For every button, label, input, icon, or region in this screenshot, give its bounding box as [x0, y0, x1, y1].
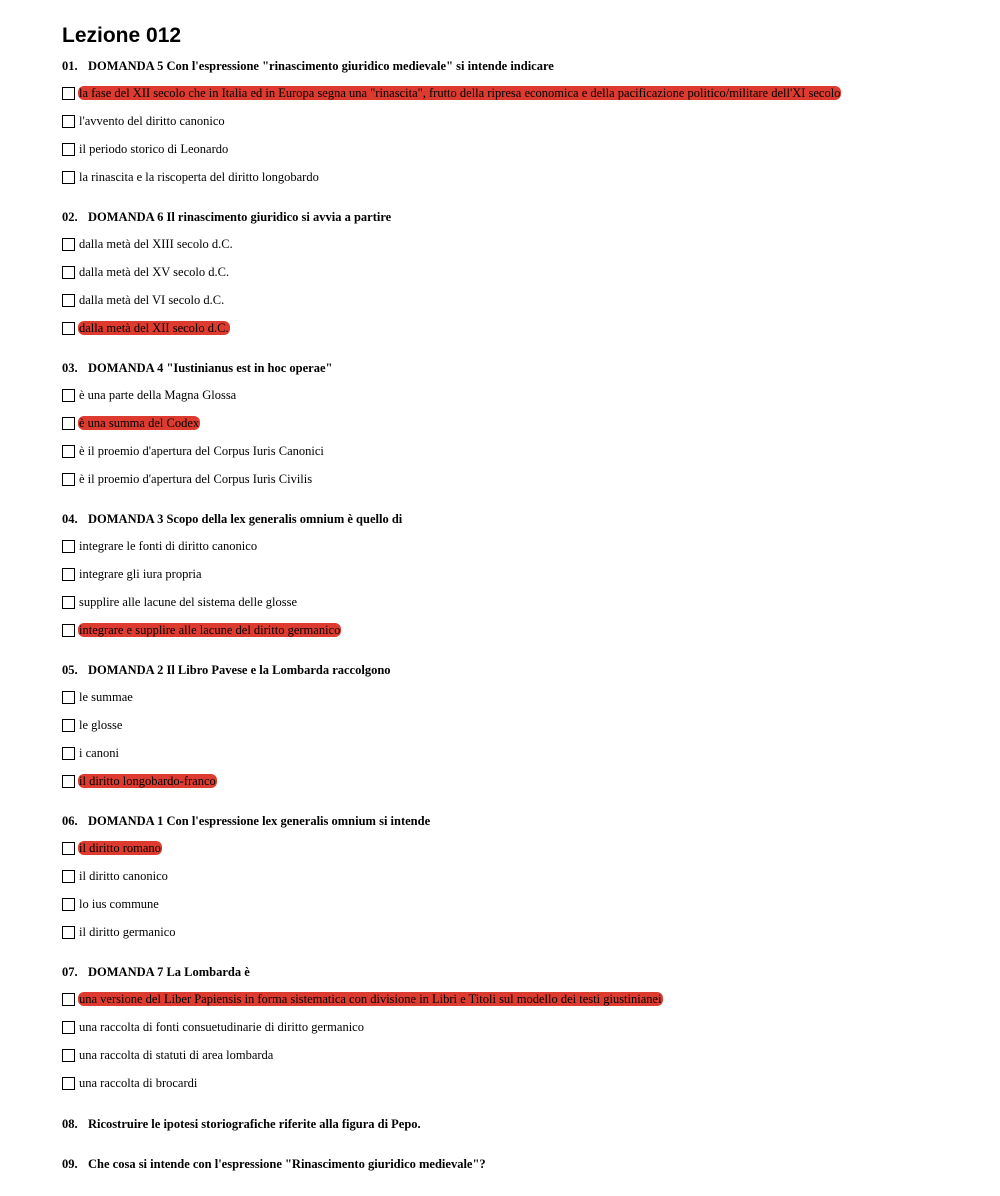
- question-heading: [62, 1157, 486, 1172]
- answer-option-text: il diritto longobardo-franco: [79, 774, 216, 788]
- answer-option-selected[interactable]: [62, 320, 230, 336]
- question-number: 02.: [62, 210, 78, 224]
- question-heading: [62, 965, 250, 980]
- question-text: DOMANDA 4 "Iustinianus est in hoc operae": [88, 361, 333, 375]
- checkbox[interactable]: [62, 747, 75, 760]
- question-number: 09.: [62, 1157, 78, 1171]
- question-text: Che cosa si intende con l'espressione "Rinascimento giuridico medievale"?: [88, 1157, 486, 1171]
- checkbox[interactable]: [62, 993, 75, 1006]
- checkbox[interactable]: [62, 1077, 75, 1090]
- answer-option[interactable]: [62, 1075, 198, 1091]
- checkbox[interactable]: [62, 568, 75, 581]
- question-number: 03.: [62, 361, 78, 375]
- answer-option-text: dalla metà del XII secolo d.C.: [79, 321, 229, 335]
- answer-option-text: è una summa del Codex: [79, 416, 200, 430]
- question-number: 01.: [62, 59, 78, 73]
- answer-option[interactable]: [62, 745, 120, 761]
- checkbox[interactable]: [62, 719, 75, 732]
- answer-option-text: l'avvento del diritto canonico: [79, 114, 225, 128]
- question-text: Ricostruire le ipotesi storiografiche riferite alla figura di Pepo.: [88, 1117, 421, 1131]
- answer-option[interactable]: [62, 292, 225, 308]
- checkbox[interactable]: [62, 775, 75, 788]
- question-number: 05.: [62, 663, 78, 677]
- answer-option-text: una versione del Liber Papiensis in forma sistematica con divisione in Libri e Titoli sul modello dei testi giustinianei: [79, 992, 662, 1006]
- answer-option-text: una raccolta di statuti di area lombarda: [79, 1048, 274, 1062]
- answer-option[interactable]: [62, 471, 313, 487]
- answer-option-text: dalla metà del XV secolo d.C.: [79, 265, 230, 279]
- answer-option-selected[interactable]: [62, 991, 663, 1007]
- question-text: DOMANDA 2 Il Libro Pavese e la Lombarda raccolgono: [88, 663, 391, 677]
- question-heading: [62, 59, 554, 74]
- checkbox[interactable]: [62, 143, 75, 156]
- checkbox[interactable]: [62, 540, 75, 553]
- answer-option-text: una raccolta di fonti consuetudinarie di diritto germanico: [79, 1020, 364, 1034]
- answer-option-text: il diritto romano: [79, 841, 161, 855]
- answer-option[interactable]: [62, 896, 160, 912]
- question-heading: [62, 663, 391, 678]
- answer-option[interactable]: [62, 1047, 274, 1063]
- question-text: DOMANDA 6 Il rinascimento giuridico si avvia a partire: [88, 210, 392, 224]
- answer-option[interactable]: [62, 236, 234, 252]
- question-number: 04.: [62, 512, 78, 526]
- checkbox[interactable]: [62, 238, 75, 251]
- checkbox[interactable]: [62, 266, 75, 279]
- answer-option[interactable]: [62, 264, 230, 280]
- answer-option-text: integrare gli iura propria: [79, 567, 202, 581]
- answer-option-text: è una parte della Magna Glossa: [79, 388, 237, 402]
- answer-option[interactable]: [62, 868, 169, 884]
- answer-option-text: supplire alle lacune del sistema delle glosse: [79, 595, 297, 609]
- answer-option-text: lo ius commune: [79, 897, 159, 911]
- answer-option-selected[interactable]: [62, 622, 341, 638]
- question-heading: [62, 361, 332, 376]
- answer-option[interactable]: [62, 113, 226, 129]
- question-heading: [62, 512, 402, 527]
- checkbox[interactable]: [62, 294, 75, 307]
- checkbox[interactable]: [62, 898, 75, 911]
- checkbox[interactable]: [62, 171, 75, 184]
- question-text: DOMANDA 3 Scopo della lex generalis omnium è quello di: [88, 512, 403, 526]
- question-number: 06.: [62, 814, 78, 828]
- answer-option-selected[interactable]: [62, 415, 200, 431]
- answer-option-text: le summae: [79, 690, 133, 704]
- question-number: 07.: [62, 965, 78, 979]
- answer-option-text: integrare le fonti di diritto canonico: [79, 539, 258, 553]
- checkbox[interactable]: [62, 115, 75, 128]
- answer-option-text: integrare e supplire alle lacune del diritto germanico: [79, 623, 341, 637]
- checkbox[interactable]: [62, 87, 75, 100]
- answer-option[interactable]: [62, 387, 237, 403]
- answer-option-text: la rinascita e la riscoperta del diritto longobardo: [79, 170, 319, 184]
- answer-option-selected[interactable]: [62, 85, 841, 101]
- answer-option-selected[interactable]: [62, 773, 217, 789]
- checkbox[interactable]: [62, 596, 75, 609]
- checkbox[interactable]: [62, 926, 75, 939]
- checkbox[interactable]: [62, 473, 75, 486]
- answer-option-text: dalla metà del VI secolo d.C.: [79, 293, 225, 307]
- answer-option-text: la fase del XII secolo che in Italia ed in Europa segna una "rinascita", frutto della ripresa economica e della pacificazione politico/militare dell'XI secolo: [79, 86, 841, 100]
- answer-option[interactable]: [62, 169, 320, 185]
- checkbox[interactable]: [62, 842, 75, 855]
- answer-option-text: il diritto canonico: [79, 869, 168, 883]
- answer-option-text: il diritto germanico: [79, 925, 176, 939]
- checkbox[interactable]: [62, 624, 75, 637]
- answer-option[interactable]: [62, 1019, 365, 1035]
- checkbox[interactable]: [62, 870, 75, 883]
- checkbox[interactable]: [62, 389, 75, 402]
- answer-option-text: le glosse: [79, 718, 123, 732]
- answer-option[interactable]: [62, 566, 203, 582]
- checkbox[interactable]: [62, 322, 75, 335]
- checkbox[interactable]: [62, 1049, 75, 1062]
- question-text: DOMANDA 1 Con l'espressione lex generalis omnium si intende: [88, 814, 431, 828]
- checkbox[interactable]: [62, 1021, 75, 1034]
- answer-option[interactable]: [62, 924, 177, 940]
- answer-option[interactable]: [62, 538, 258, 554]
- question-heading: [62, 1117, 421, 1132]
- checkbox[interactable]: [62, 691, 75, 704]
- answer-option-text: è il proemio d'apertura del Corpus Iuris Civilis: [79, 472, 313, 486]
- page-title: Lezione 012: [62, 24, 182, 47]
- answer-option-text: i canoni: [79, 746, 119, 760]
- answer-option[interactable]: [62, 141, 229, 157]
- answer-option-text: il periodo storico di Leonardo: [79, 142, 229, 156]
- question-number: 08.: [62, 1117, 78, 1131]
- question-text: DOMANDA 5 Con l'espressione "rinascimento giuridico medievale" si intende indicare: [88, 59, 554, 73]
- checkbox[interactable]: [62, 417, 75, 430]
- question-heading: [62, 814, 430, 829]
- answer-option-text: una raccolta di brocardi: [79, 1076, 198, 1090]
- answer-option[interactable]: [62, 689, 134, 705]
- answer-option-text: è il proemio d'apertura del Corpus Iuris Canonici: [79, 444, 324, 458]
- question-text: DOMANDA 7 La Lombarda è: [88, 965, 250, 979]
- answer-option-text: dalla metà del XIII secolo d.C.: [79, 237, 233, 251]
- checkbox[interactable]: [62, 445, 75, 458]
- answer-option[interactable]: [62, 717, 123, 733]
- answer-option-selected[interactable]: [62, 840, 162, 856]
- question-heading: [62, 210, 391, 225]
- answer-option[interactable]: [62, 443, 325, 459]
- answer-option[interactable]: [62, 594, 298, 610]
